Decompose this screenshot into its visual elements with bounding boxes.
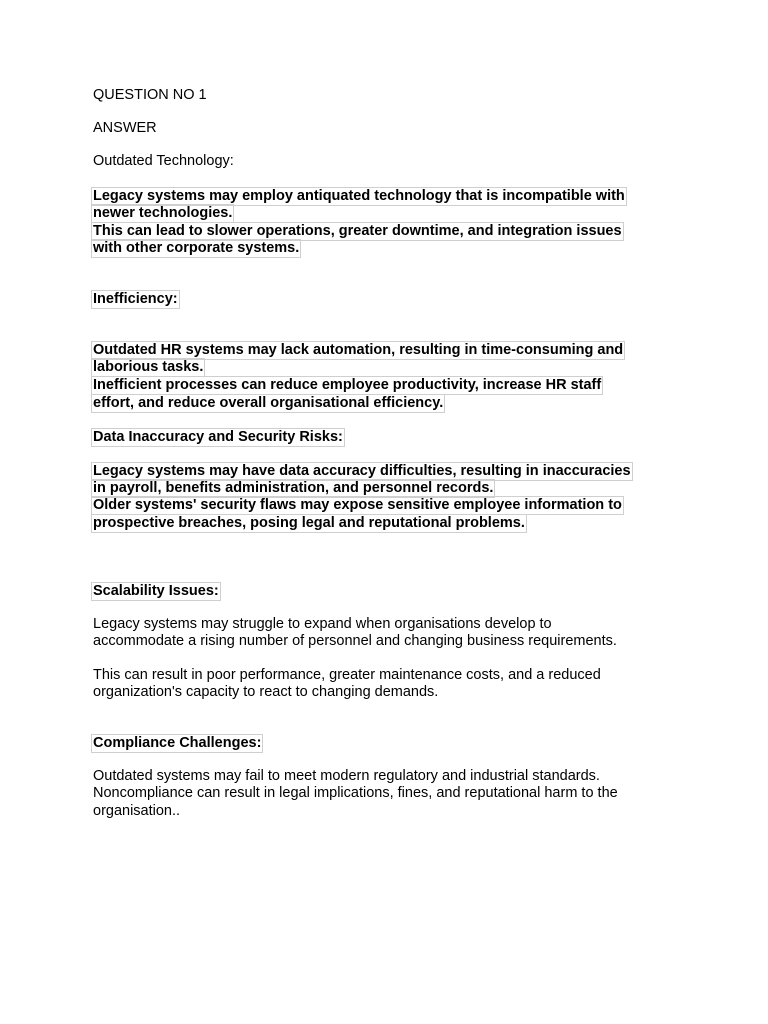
scalability-paragraph-line: organization's capacity to react to changing demands. [93, 684, 439, 700]
highlighted-text: Legacy systems may employ antiquated technology that is incompatible with [93, 188, 625, 204]
highlighted-text: newer technologies. [93, 205, 233, 221]
inefficiency-line [93, 377, 602, 394]
highlighted-text: Scalability Issues: [93, 583, 219, 599]
highlighted-text: Inefficient processes can reduce employee productivity, increase HR staff [93, 377, 602, 393]
compliance-line: Noncompliance can result in legal implications, fines, and reputational harm to the [93, 785, 618, 801]
highlighted-text: prospective breaches, posing legal and reputational problems. [93, 515, 525, 531]
data-inaccuracy-heading [93, 429, 344, 446]
answer-heading: ANSWER [93, 120, 157, 136]
outdated-technology-line [93, 223, 623, 240]
highlighted-text: This can lead to slower operations, greater downtime, and integration issues [93, 223, 622, 239]
scalability-paragraph-line: Legacy systems may struggle to expand when organisations develop to [93, 616, 552, 632]
data-inaccuracy-line [93, 463, 632, 480]
highlighted-text: Older systems' security flaws may expose sensitive employee information to [93, 497, 622, 513]
data-inaccuracy-line [93, 515, 526, 532]
scalability-paragraph-line: accommodate a rising number of personnel and changing business requirements. [93, 633, 617, 649]
compliance-line: organisation.. [93, 803, 181, 819]
highlighted-text: Outdated HR systems may lack automation, resulting in time-consuming and [93, 342, 624, 358]
scalability-paragraph-line: This can result in poor performance, greater maintenance costs, and a reduced [93, 667, 601, 683]
inefficiency-heading [93, 291, 179, 308]
highlighted-text: Data Inaccuracy and Security Risks: [93, 429, 343, 445]
highlighted-text: in payroll, benefits administration, and personnel records. [93, 480, 494, 496]
inefficiency-line [93, 342, 624, 359]
inefficiency-line [93, 359, 204, 376]
outdated-technology-line [93, 240, 300, 257]
highlighted-text: laborious tasks. [93, 359, 204, 375]
outdated-technology-heading: Outdated Technology: [93, 153, 234, 169]
highlighted-text: Compliance Challenges: [93, 735, 262, 751]
highlighted-text: with other corporate systems. [93, 240, 300, 256]
inefficiency-line [93, 395, 444, 412]
compliance-line: Outdated systems may fail to meet modern regulatory and industrial standards. [93, 768, 600, 784]
data-inaccuracy-line [93, 480, 494, 497]
highlighted-text: Legacy systems may have data accuracy difficulties, resulting in inaccuracies [93, 463, 631, 479]
outdated-technology-line [93, 205, 233, 222]
question-heading: QUESTION NO 1 [93, 87, 207, 103]
highlighted-text: Inefficiency: [93, 291, 178, 307]
highlighted-text: effort, and reduce overall organisational efficiency. [93, 395, 444, 411]
data-inaccuracy-line [93, 497, 623, 514]
compliance-heading [93, 735, 262, 752]
scalability-heading [93, 583, 220, 600]
outdated-technology-line [93, 188, 626, 205]
